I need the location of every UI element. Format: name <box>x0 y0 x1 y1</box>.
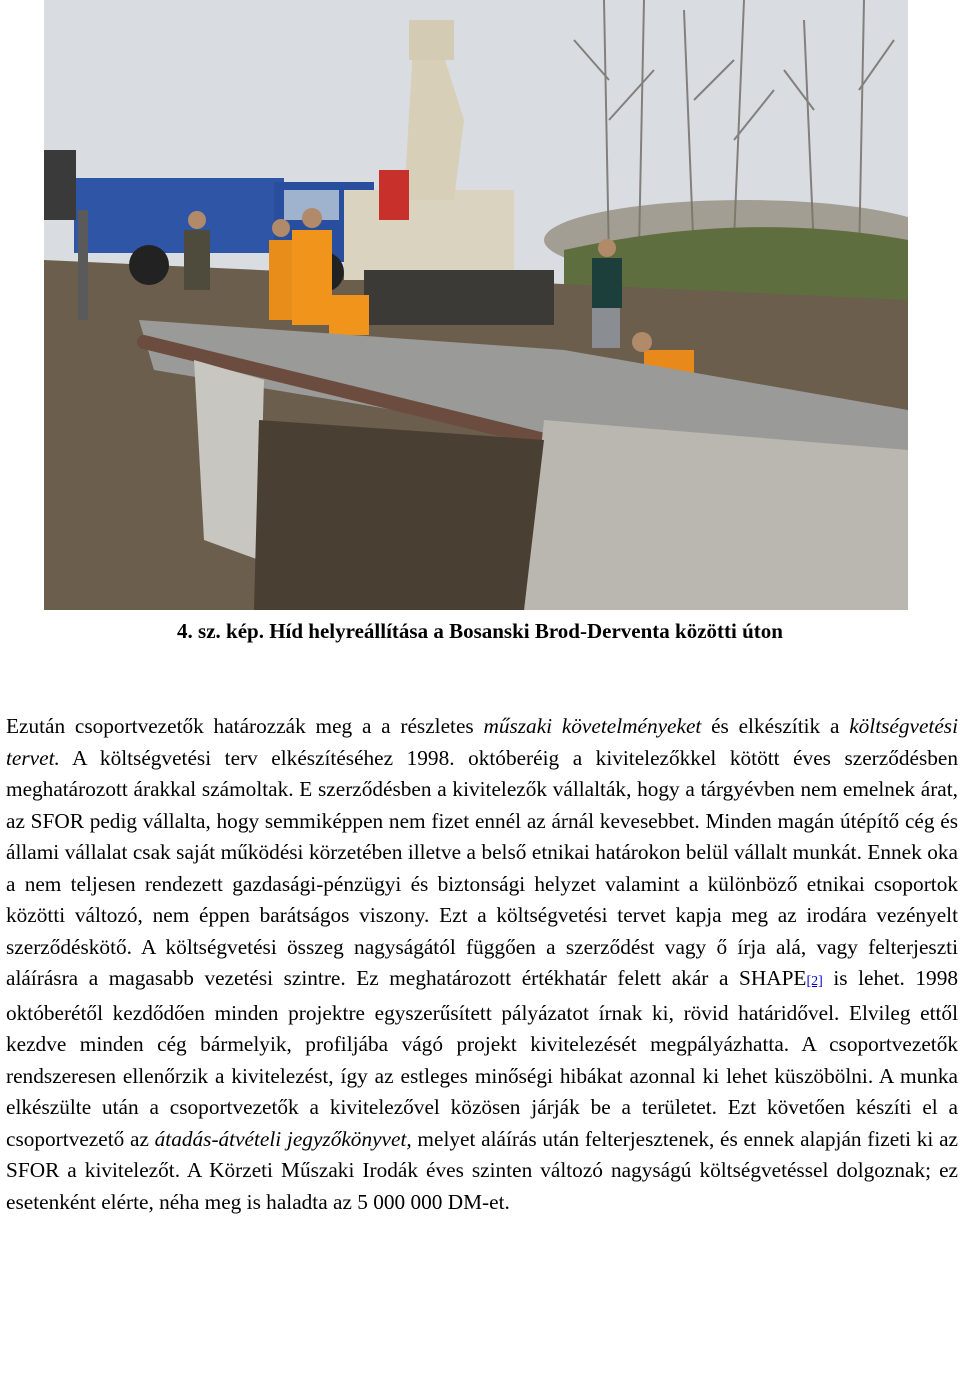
paragraph-text <box>6 711 958 1218</box>
footnote-link[interactable]: [2] <box>806 974 823 989</box>
text-segment: A költségvetési terv elkészítéséhez 1998. októberéig a kivitelezőkkel kötött éves szerződésben meghatározott árakkal számoltak. E szerződésben a kivitelezők vállalták, hogy a tárgyévben nem emelnek árat, az SFOR pedig vállalta, hogy semmiképpen nem fizet ennél az árnál kevesebbet. Minden magán útépítő cég és állami vállalat csak saját működési körzetében illetve a belső etnikai határokon belül vállalt munkát. Ennek oka a nem teljesen rendezett gazdasági-pénzügyi és biztonsági helyzet valamint a különböző etnikai csoportok közötti változó, nem éppen barátságos viszony. Ezt a költségvetési tervet kapja meg az irodára vezényelt szerződéskötő. A költségvetési összeg nagyságától függően a szerződést vagy ő írja alá, vagy felterjeszti aláírásra a magasabb vezetési szintre. Ez meghatározott értékhatár felett akár a SHAPE <box>6 745 958 990</box>
italic-term: átadás-átvételi jegyzőkönyvet, <box>154 1126 412 1151</box>
text-segment: Ezután csoportvezetők határozzák meg a a részletes <box>6 714 484 738</box>
text-segment: is lehet. 1998 októberétől kezdődően minden projektre egyszerűsített pályázatot írnak ki, rövid határidővel. Elvileg ettől kezdve minden cég bármelyik, profiljába vágó projekt kivitelezését megpályázhatta. A csoportvezetők rendszeresen ellenőrzik a kivitelezést, így az estleges minőségi hibákat azonnal ki lehet küszöbölni. A munka elkészülte után a csoportvezetők a kivitelezővel közösen járják be a területet. Ezt követően készíti el a csoportvezető az <box>6 966 959 1151</box>
body-paragraph <box>6 711 958 1218</box>
text-segment: melyet aláírás után felterjesztenek, és ennek alapján fizeti ki az SFOR a kivitelezőt. A Körzeti Műszaki Irodák éves szinten változó nagyságú költségvetéssel dolgoznak; ez esetenként elérte, néha meg is haladta az 5 000 000 DM-et. <box>6 1126 958 1214</box>
italic-term: költségvetési tervet. <box>6 714 958 770</box>
text-segment: és elkészítik a <box>701 714 850 738</box>
italic-term: műszaki követelményeket <box>483 714 702 738</box>
bridge-repair-photo <box>44 0 908 610</box>
figure-caption: 4. sz. kép. Híd helyreállítása a Bosanski Brod-Derventa közötti úton <box>177 619 783 643</box>
